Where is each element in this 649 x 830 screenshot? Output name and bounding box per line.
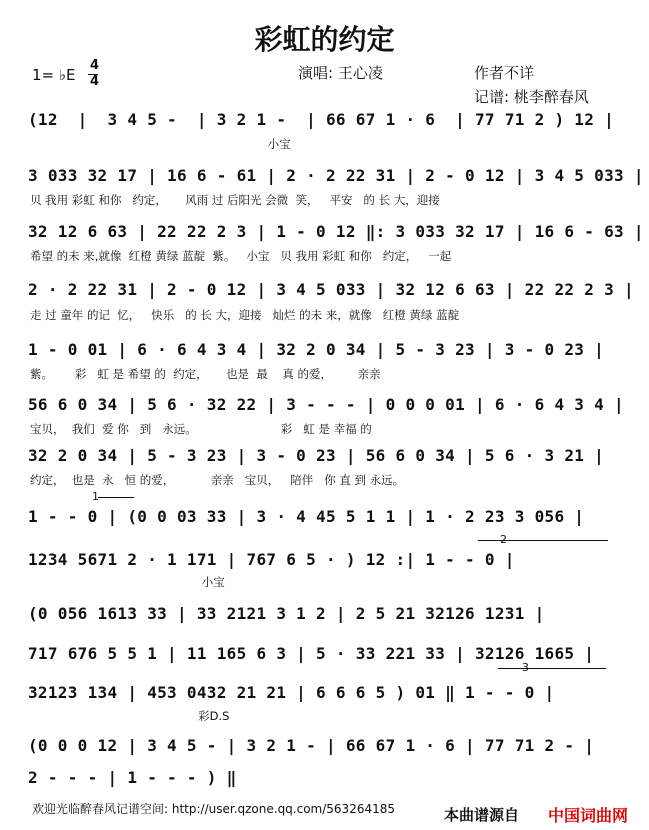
score-row-12-lyrics: 彩D.S (30, 709, 230, 723)
footer-text: 欢迎光临醉春风记谱空间: http://user.qzone.qq.com/563264185 (32, 802, 396, 816)
volta-1-label: 1 (92, 490, 99, 503)
score-row-6-notes: 56 6 0 34 | 5 6 · 32 22 | 3 - - - | 0 0 0 01 | 6 · 6 4 3 4 | (28, 395, 624, 414)
key-signature: 1= ♭E (32, 66, 76, 84)
score-row-9-lyrics: 小宝 (30, 575, 225, 589)
time-signature-top: 4 (90, 58, 100, 73)
score-row-2-notes: 3 033 32 17 | 16 6 - 61 | 2 · 2 22 31 | 2 - 0 12 | 3 4 5 033 | (28, 166, 644, 185)
volta-2-bracket (478, 540, 608, 541)
score-row-9-notes: 1234 5671 2 · 1 171 | 767 6 5 · ) 12 :| 1 - - 0 | (28, 550, 515, 569)
score-row-12-notes: 32123 134 | 453 0432 21 21 | 6 6 6 5 ) 01 ‖ 1 - - 0 | (28, 683, 555, 702)
singer: 演唱: 王心凌 (298, 64, 383, 82)
score-row-3-notes: 32 12 6 63 | 22 22 2 3 | 1 - 0 12 ‖: 3 033 32 17 | 16 6 - 63 | (28, 222, 644, 241)
score-row-10-notes: (0 056 1613 33 | 33 2121 3 1 2 | 2 5 21 32126 1231 | (28, 604, 545, 623)
score-row-4-lyrics: 走 过 童年 的记 忆， 快乐 的 长 大，迎接 灿烂 的未 来，就像 红橙 黄绿 蓝靛 (30, 308, 460, 322)
score-title: 彩虹的约定 (254, 23, 395, 56)
author: 作者不详 (474, 64, 535, 82)
score-row-7-notes: 32 2 0 34 | 5 - 3 23 | 3 - 0 23 | 56 6 0 34 | 5 6 · 3 21 | (28, 446, 605, 465)
score-row-8-notes: 1 - - 0 | (0 0 03 33 | 3 · 4 45 5 1 1 | 1 · 2 23 3 056 | (28, 507, 585, 526)
transcriber: 记谱: 桃李醉春风 (474, 88, 589, 106)
time-signature-bottom: 4 (90, 74, 100, 89)
score-row-5-lyrics: 紫。 彩 虹 是 希望 的 约定， 也是 最 真 的爱， 亲亲 (30, 367, 381, 381)
source-label: 本曲谱源自 (444, 806, 520, 824)
score-row-5-notes: 1 - 0 01 | 6 · 6 4 3 4 | 32 2 0 34 | 5 - 3 23 | 3 - 0 23 | (28, 340, 605, 359)
score-row-1-lyrics: 小宝 (30, 137, 291, 151)
score-row-3-lyrics: 希望 的未 来,就像 红橙 黄绿 蓝靛 紫。 小宝 贝 我用 彩虹 和你 约定， 一起 (30, 249, 452, 263)
score-row-2-lyrics: 贝 我用 彩虹 和你 约定， 风雨 过 后阳光 会微 笑， 平安 的 长 大，迎接 (30, 193, 440, 207)
volta-2-label: 2 (500, 533, 507, 546)
score-row-11-notes: 717 676 5 5 1 | 11 165 6 3 | 5 · 33 221 33 | 32126 1665 | (28, 644, 595, 663)
score-row-13-notes: (0 0 0 12 | 3 4 5 - | 3 2 1 - | 66 67 1 · 6 | 77 71 2 - | (28, 736, 595, 755)
score-row-14-notes: 2 - - - | 1 - - - ) ‖ (28, 768, 237, 787)
volta-3-label: 3 (522, 661, 529, 674)
score-row-4-notes: 2 · 2 22 31 | 2 - 0 12 | 3 4 5 033 | 32 12 6 63 | 22 22 2 3 | (28, 280, 634, 299)
volta-1-bracket (98, 497, 134, 498)
score-row-1-notes: (12 | 3 4 5 - | 3 2 1 - | 66 67 1 · 6 | 77 71 2 ) 12 | (28, 110, 615, 129)
volta-3-bracket (498, 668, 606, 669)
site-logo-text: 中国词曲网 (548, 806, 629, 825)
score-row-6-lyrics: 宝贝， 我们 爱 你 到 永远。 彩 虹 是 幸福 的 (30, 422, 372, 436)
score-row-7-lyrics: 约定， 也是 永 恒 的爱， 亲亲 宝贝， 陪伴 你 直 到 永远。 (30, 473, 405, 487)
